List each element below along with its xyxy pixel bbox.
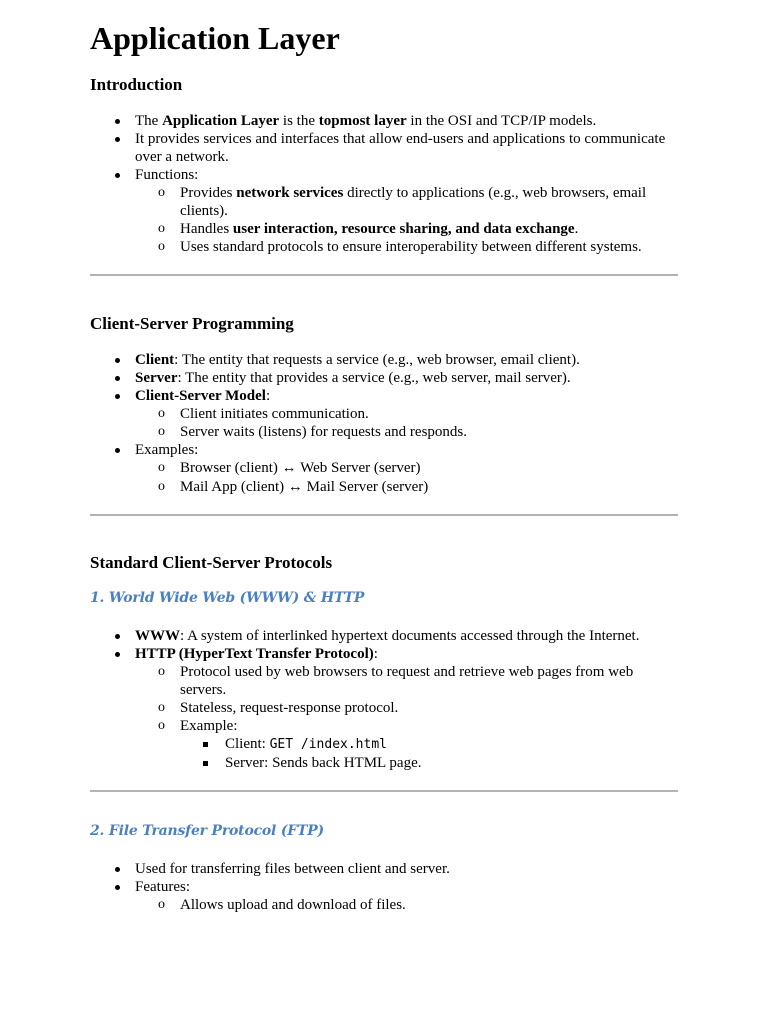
intro-bullet-1: The Application Layer is the topmost layer in the OSI and TCP/IP models. — [135, 113, 597, 129]
bullet-icon — [115, 867, 120, 872]
bullet-icon — [115, 394, 120, 399]
heading-ftp: 2. File Transfer Protocol (FTP) — [90, 823, 324, 839]
www-definition: WWW: A system of interlinked hypertext documents accessed through the Internet. — [135, 628, 640, 644]
sub-bullet-marker: o — [158, 479, 165, 494]
sub-bullet-marker: o — [158, 424, 165, 439]
ftp-feature-1: Allows upload and download of files. — [180, 897, 406, 913]
ftp-bullet-1: Used for transferring files between client and server. — [135, 861, 450, 877]
http-definition: HTTP (HyperText Transfer Protocol): — [135, 646, 378, 662]
section-divider — [90, 514, 678, 516]
bullet-icon — [115, 634, 120, 639]
bullet-icon — [115, 448, 120, 453]
sub-bullet-marker: o — [158, 239, 165, 254]
cs-model-item-1: Client initiates communication. — [180, 406, 369, 422]
http-item-3: Example: — [180, 718, 238, 734]
bullet-icon — [115, 376, 120, 381]
sub-bullet-marker: o — [158, 406, 165, 421]
bullet-icon — [115, 885, 120, 890]
http-item-1-cont: servers. — [180, 682, 227, 698]
cs-model: Client-Server Model: — [135, 388, 271, 404]
intro-sub-3: Uses standard protocols to ensure interoperability between different systems. — [180, 239, 642, 255]
http-example-server: Server: Sends back HTML page. — [225, 755, 422, 771]
sub-bullet-marker: o — [158, 664, 165, 679]
http-item-2: Stateless, request-response protocol. — [180, 700, 399, 716]
cs-example-1: Browser (client) ↔ Web Server (server) — [180, 460, 421, 476]
bullet-icon — [115, 137, 120, 142]
square-bullet-icon — [203, 742, 208, 747]
sub-bullet-marker: o — [158, 460, 165, 475]
heading-client-server: Client-Server Programming — [90, 314, 294, 333]
intro-sub-2: Handles user interaction, resource sharing, and data exchange. — [180, 221, 579, 237]
sub-bullet-marker: o — [158, 718, 165, 733]
bullet-icon — [115, 358, 120, 363]
sub-bullet-marker: o — [158, 700, 165, 715]
http-item-1: Protocol used by web browsers to request and retrieve web pages from web — [180, 664, 634, 680]
heading-protocols: Standard Client-Server Protocols — [90, 553, 333, 572]
section-divider — [90, 790, 678, 792]
cs-client: Client: The entity that requests a service (e.g., web browser, email client). — [135, 352, 580, 368]
cs-example-2: Mail App (client) ↔ Mail Server (server) — [180, 479, 429, 495]
sub-bullet-marker: o — [158, 185, 165, 200]
sub-bullet-marker: o — [158, 221, 165, 236]
cs-model-item-2: Server waits (listens) for requests and responds. — [180, 424, 468, 440]
bullet-icon — [115, 119, 120, 124]
bullet-icon — [115, 652, 120, 657]
http-example-client: Client: GET /index.html — [225, 736, 387, 752]
section-divider — [90, 274, 678, 276]
heading-introduction: Introduction — [90, 75, 183, 94]
square-bullet-icon — [203, 761, 208, 766]
cs-examples: Examples: — [135, 442, 199, 458]
intro-sub-1-cont: clients). — [180, 203, 228, 219]
page-title: Application Layer — [90, 20, 340, 56]
heading-www-http: 1. World Wide Web (WWW) & HTTP — [90, 590, 365, 606]
intro-bullet-3: Functions: — [135, 167, 199, 183]
intro-sub-1: Provides network services directly to applications (e.g., web browsers, email — [180, 185, 647, 201]
cs-server: Server: The entity that provides a service (e.g., web server, mail server). — [135, 370, 571, 386]
bullet-icon — [115, 173, 120, 178]
ftp-bullet-2: Features: — [135, 879, 190, 895]
intro-bullet-2-cont: over a network. — [135, 149, 229, 165]
sub-bullet-marker: o — [158, 897, 165, 912]
intro-bullet-2: It provides services and interfaces that allow end-users and applications to communicate — [135, 131, 666, 147]
